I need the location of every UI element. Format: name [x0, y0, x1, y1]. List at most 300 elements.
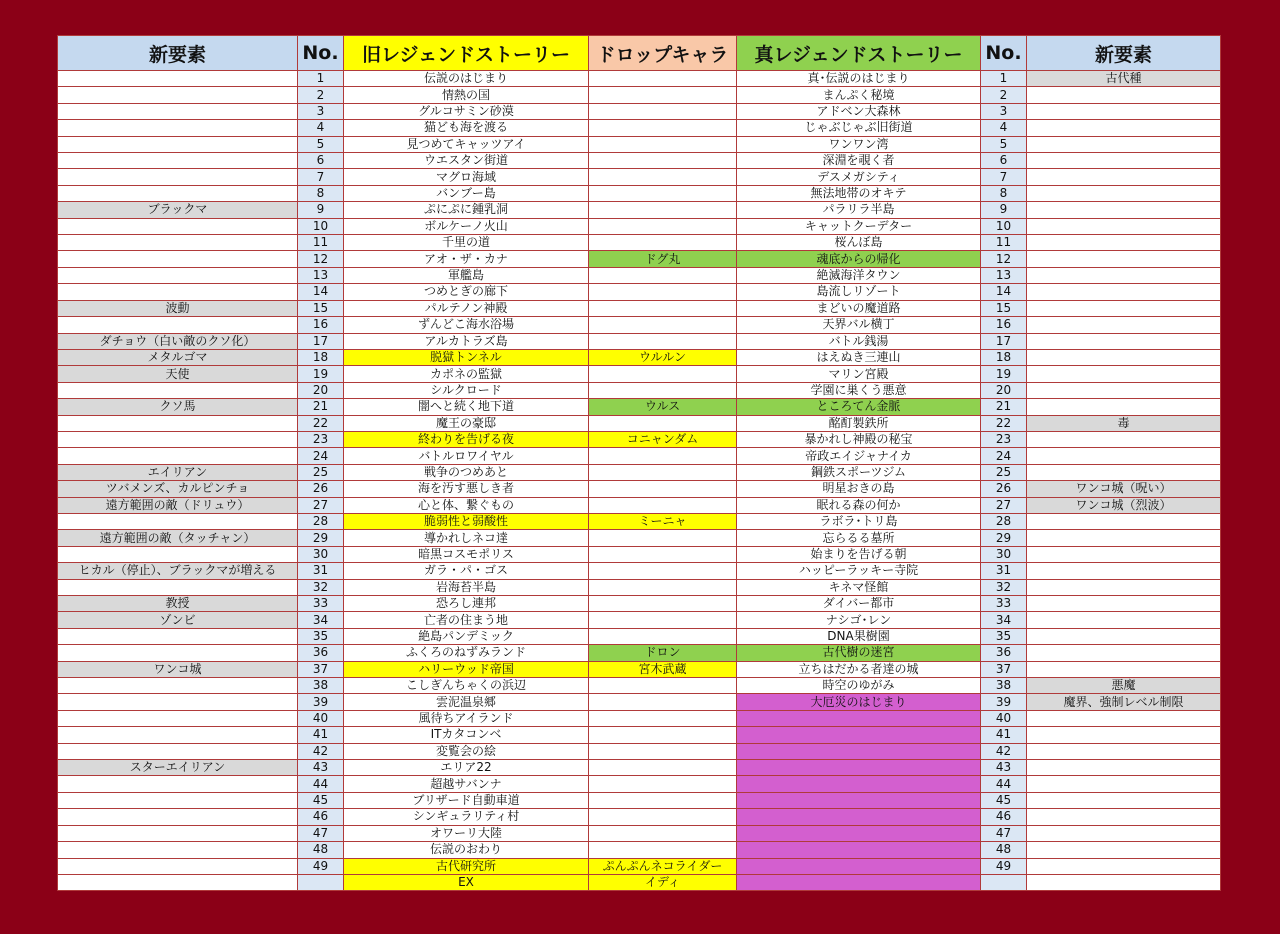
right-number-cell: 22: [981, 415, 1027, 431]
left-number-cell: 20: [298, 382, 344, 398]
left-number-cell: 48: [298, 842, 344, 858]
true-stage-cell: まんぷく秘境: [737, 87, 981, 103]
right-new-element-cell: [1027, 563, 1221, 579]
old-stage-cell: 戦争のつめあと: [344, 464, 589, 480]
right-new-element-cell: [1027, 87, 1221, 103]
left-number-cell: 19: [298, 366, 344, 382]
drop-character-cell: [589, 628, 737, 644]
left-new-element-cell: [58, 382, 298, 398]
true-stage-cell: 桜んぼ島: [737, 235, 981, 251]
true-stage-cell: 深淵を覗く者: [737, 153, 981, 169]
left-new-element-cell: [58, 120, 298, 136]
right-new-element-cell: [1027, 185, 1221, 201]
drop-character-cell: ウルス: [589, 399, 737, 415]
left-new-element-cell: [58, 185, 298, 201]
true-stage-cell: マリン宮殿: [737, 366, 981, 382]
left-number-cell: 33: [298, 596, 344, 612]
left-number-cell: 23: [298, 431, 344, 447]
true-stage-cell: ダイバー都市: [737, 596, 981, 612]
right-number-cell: 40: [981, 710, 1027, 726]
right-new-element-cell: 古代種: [1027, 71, 1221, 87]
true-stage-cell: [737, 792, 981, 808]
right-new-element-cell: [1027, 218, 1221, 234]
left-new-element-cell: ツバメンズ、カルピンチョ: [58, 481, 298, 497]
drop-character-cell: [589, 825, 737, 841]
table-row: [58, 103, 1221, 119]
right-new-element-cell: 毒: [1027, 415, 1221, 431]
right-new-element-cell: [1027, 661, 1221, 677]
true-stage-cell: [737, 710, 981, 726]
table-row: [58, 448, 1221, 464]
left-new-element-cell: [58, 513, 298, 529]
table-row: [58, 546, 1221, 562]
true-stage-cell: ナシゴ･レン: [737, 612, 981, 628]
drop-character-cell: [589, 218, 737, 234]
old-stage-cell: ぷにぷに鍾乳洞: [344, 202, 589, 218]
left-new-element-cell: ブラックマ: [58, 202, 298, 218]
drop-character-cell: ドロン: [589, 645, 737, 661]
right-number-cell: 8: [981, 185, 1027, 201]
drop-character-cell: [589, 842, 737, 858]
table-row: [58, 579, 1221, 595]
right-number-cell: 41: [981, 727, 1027, 743]
left-number-cell: 45: [298, 792, 344, 808]
table-row: [58, 530, 1221, 546]
drop-character-cell: [589, 563, 737, 579]
true-stage-cell: [737, 743, 981, 759]
right-new-element-cell: [1027, 300, 1221, 316]
right-number-cell: 44: [981, 776, 1027, 792]
right-number-cell: 43: [981, 760, 1027, 776]
table-row: [58, 300, 1221, 316]
true-stage-cell: 魂底からの帰化: [737, 251, 981, 267]
table-row: [58, 710, 1221, 726]
drop-character-cell: [589, 792, 737, 808]
drop-character-cell: [589, 694, 737, 710]
table-row: [58, 251, 1221, 267]
table-row: [58, 858, 1221, 874]
table-row: [58, 481, 1221, 497]
old-stage-cell: シンギュラリティ村: [344, 809, 589, 825]
header-new-elements-right: 新要素: [1027, 36, 1221, 71]
right-new-element-cell: [1027, 645, 1221, 661]
left-number-cell: 18: [298, 349, 344, 365]
left-new-element-cell: [58, 415, 298, 431]
left-number-cell: 16: [298, 317, 344, 333]
old-stage-cell: グルコサミン砂漠: [344, 103, 589, 119]
left-new-element-cell: [58, 546, 298, 562]
true-stage-cell: [737, 760, 981, 776]
true-stage-cell: [737, 727, 981, 743]
left-new-element-cell: [58, 448, 298, 464]
left-number-cell: 24: [298, 448, 344, 464]
right-new-element-cell: [1027, 153, 1221, 169]
right-new-element-cell: [1027, 399, 1221, 415]
table-row: [58, 267, 1221, 283]
right-number-cell: 32: [981, 579, 1027, 595]
old-stage-cell: ずんどこ海水浴場: [344, 317, 589, 333]
true-stage-cell: バトル銭湯: [737, 333, 981, 349]
drop-character-cell: [589, 267, 737, 283]
old-stage-cell: ガラ・パ・ゴス: [344, 563, 589, 579]
old-stage-cell: ふくろのねずみランド: [344, 645, 589, 661]
true-stage-cell: [737, 825, 981, 841]
table-row: [58, 612, 1221, 628]
left-number-cell: 42: [298, 743, 344, 759]
right-new-element-cell: [1027, 858, 1221, 874]
left-number-cell: 30: [298, 546, 344, 562]
right-new-element-cell: [1027, 267, 1221, 283]
right-new-element-cell: [1027, 431, 1221, 447]
left-new-element-cell: [58, 431, 298, 447]
left-number-cell: 6: [298, 153, 344, 169]
right-number-cell: 37: [981, 661, 1027, 677]
left-new-element-cell: [58, 792, 298, 808]
right-new-element-cell: [1027, 612, 1221, 628]
drop-character-cell: [589, 415, 737, 431]
left-new-element-cell: [58, 776, 298, 792]
drop-character-cell: [589, 497, 737, 513]
table-row: [58, 218, 1221, 234]
old-stage-cell: 脆弱性と弱酸性: [344, 513, 589, 529]
left-number-cell: 5: [298, 136, 344, 152]
right-number-cell: 7: [981, 169, 1027, 185]
left-number-cell: 40: [298, 710, 344, 726]
right-new-element-cell: [1027, 333, 1221, 349]
right-new-element-cell: [1027, 448, 1221, 464]
drop-character-cell: [589, 284, 737, 300]
drop-character-cell: [589, 317, 737, 333]
drop-character-cell: [589, 185, 737, 201]
left-number-cell: 7: [298, 169, 344, 185]
drop-character-cell: [589, 103, 737, 119]
drop-character-cell: [589, 87, 737, 103]
old-stage-cell: カポネの監獄: [344, 366, 589, 382]
old-stage-cell: エリア22: [344, 760, 589, 776]
drop-character-cell: [589, 366, 737, 382]
left-new-element-cell: [58, 727, 298, 743]
drop-character-cell: [589, 710, 737, 726]
table-row: [58, 136, 1221, 152]
left-number-cell: 1: [298, 71, 344, 87]
true-stage-cell: アドベン大森林: [737, 103, 981, 119]
left-number-cell: 34: [298, 612, 344, 628]
left-new-element-cell: [58, 103, 298, 119]
left-number-cell: 31: [298, 563, 344, 579]
true-stage-cell: キネマ怪館: [737, 579, 981, 595]
left-number-cell: 22: [298, 415, 344, 431]
true-stage-cell: 忘らるる墓所: [737, 530, 981, 546]
left-number-cell: 25: [298, 464, 344, 480]
drop-character-cell: [589, 530, 737, 546]
left-number-cell: [298, 874, 344, 890]
right-number-cell: 11: [981, 235, 1027, 251]
table-row: [58, 431, 1221, 447]
right-number-cell: 6: [981, 153, 1027, 169]
left-new-element-cell: [58, 710, 298, 726]
right-number-cell: 23: [981, 431, 1027, 447]
old-stage-cell: ボルケーノ火山: [344, 218, 589, 234]
right-number-cell: 34: [981, 612, 1027, 628]
right-new-element-cell: [1027, 743, 1221, 759]
right-new-element-cell: [1027, 776, 1221, 792]
drop-character-cell: [589, 300, 737, 316]
left-number-cell: 15: [298, 300, 344, 316]
table-row: [58, 120, 1221, 136]
old-stage-cell: 見つめてキャッツアイ: [344, 136, 589, 152]
right-number-cell: 46: [981, 809, 1027, 825]
right-new-element-cell: ワンコ城（烈波）: [1027, 497, 1221, 513]
left-new-element-cell: [58, 317, 298, 333]
drop-character-cell: [589, 612, 737, 628]
drop-character-cell: [589, 579, 737, 595]
right-new-element-cell: [1027, 366, 1221, 382]
header-true-legend-story: 真レジェンドストーリー: [737, 36, 981, 71]
true-stage-cell: [737, 776, 981, 792]
left-number-cell: 38: [298, 678, 344, 694]
right-number-cell: 10: [981, 218, 1027, 234]
true-stage-cell: 絶滅海洋タウン: [737, 267, 981, 283]
right-number-cell: 18: [981, 349, 1027, 365]
right-number-cell: 20: [981, 382, 1027, 398]
header-row: [58, 36, 1221, 71]
right-number-cell: 35: [981, 628, 1027, 644]
true-stage-cell: 真･伝説のはじまり: [737, 71, 981, 87]
true-stage-cell: [737, 842, 981, 858]
left-number-cell: 11: [298, 235, 344, 251]
right-new-element-cell: 悪魔: [1027, 678, 1221, 694]
true-stage-cell: [737, 858, 981, 874]
left-new-element-cell: [58, 743, 298, 759]
right-new-element-cell: [1027, 842, 1221, 858]
true-stage-cell: 無法地帯のオキテ: [737, 185, 981, 201]
right-new-element-cell: [1027, 382, 1221, 398]
right-new-element-cell: [1027, 251, 1221, 267]
left-number-cell: 2: [298, 87, 344, 103]
left-new-element-cell: [58, 284, 298, 300]
right-number-cell: 16: [981, 317, 1027, 333]
left-number-cell: 35: [298, 628, 344, 644]
left-number-cell: 36: [298, 645, 344, 661]
left-number-cell: 29: [298, 530, 344, 546]
old-stage-cell: 雲泥温泉郷: [344, 694, 589, 710]
left-new-element-cell: ゾンビ: [58, 612, 298, 628]
drop-character-cell: [589, 235, 737, 251]
right-new-element-cell: 魔界、強制レベル制限: [1027, 694, 1221, 710]
left-number-cell: 32: [298, 579, 344, 595]
old-stage-cell: 絶島パンデミック: [344, 628, 589, 644]
left-new-element-cell: エイリアン: [58, 464, 298, 480]
right-new-element-cell: [1027, 349, 1221, 365]
right-new-element-cell: [1027, 710, 1221, 726]
old-stage-cell: EX: [344, 874, 589, 890]
left-number-cell: 27: [298, 497, 344, 513]
left-number-cell: 14: [298, 284, 344, 300]
left-new-element-cell: [58, 579, 298, 595]
table-row: [58, 366, 1221, 382]
left-number-cell: 10: [298, 218, 344, 234]
left-number-cell: 26: [298, 481, 344, 497]
drop-character-cell: [589, 169, 737, 185]
right-number-cell: 49: [981, 858, 1027, 874]
right-number-cell: 5: [981, 136, 1027, 152]
old-stage-cell: 猫ども海を渡る: [344, 120, 589, 136]
true-stage-cell: 鋼鉄スポーツジム: [737, 464, 981, 480]
old-stage-cell: ITカタコンベ: [344, 727, 589, 743]
table-row: [58, 645, 1221, 661]
right-number-cell: 25: [981, 464, 1027, 480]
true-stage-cell: キャットクーデター: [737, 218, 981, 234]
true-stage-cell: はえぬき三連山: [737, 349, 981, 365]
table-row: [58, 743, 1221, 759]
drop-character-cell: ウルルン: [589, 349, 737, 365]
left-new-element-cell: [58, 678, 298, 694]
left-number-cell: 46: [298, 809, 344, 825]
left-number-cell: 43: [298, 760, 344, 776]
drop-character-cell: イディ: [589, 874, 737, 890]
table-row: [58, 678, 1221, 694]
old-stage-cell: 暗黒コスモポリス: [344, 546, 589, 562]
true-stage-cell: 帝政エイジャナイカ: [737, 448, 981, 464]
table-row: [58, 727, 1221, 743]
left-new-element-cell: [58, 842, 298, 858]
right-number-cell: 42: [981, 743, 1027, 759]
drop-character-cell: [589, 153, 737, 169]
left-number-cell: 8: [298, 185, 344, 201]
table-row: [58, 563, 1221, 579]
old-stage-cell: アオ・ザ・カナ: [344, 251, 589, 267]
right-new-element-cell: [1027, 727, 1221, 743]
right-number-cell: 47: [981, 825, 1027, 841]
right-new-element-cell: [1027, 169, 1221, 185]
left-new-element-cell: [58, 169, 298, 185]
old-stage-cell: 情熱の国: [344, 87, 589, 103]
drop-character-cell: [589, 809, 737, 825]
right-number-cell: 29: [981, 530, 1027, 546]
left-number-cell: 47: [298, 825, 344, 841]
header-no-right: No.: [981, 36, 1027, 71]
right-number-cell: 21: [981, 399, 1027, 415]
left-new-element-cell: 遠方範囲の敵（タッチャン）: [58, 530, 298, 546]
old-stage-cell: ウエスタン街道: [344, 153, 589, 169]
right-new-element-cell: [1027, 317, 1221, 333]
old-stage-cell: 千里の道: [344, 235, 589, 251]
left-new-element-cell: ダチョウ（白い敵のクソ化）: [58, 333, 298, 349]
old-stage-cell: つめとぎの廊下: [344, 284, 589, 300]
true-stage-cell: デスメガシティ: [737, 169, 981, 185]
drop-character-cell: [589, 743, 737, 759]
true-stage-cell: 古代樹の迷宮: [737, 645, 981, 661]
right-new-element-cell: [1027, 284, 1221, 300]
table-row: [58, 825, 1221, 841]
left-new-element-cell: [58, 645, 298, 661]
left-number-cell: 17: [298, 333, 344, 349]
right-number-cell: 31: [981, 563, 1027, 579]
left-new-element-cell: [58, 251, 298, 267]
old-stage-cell: 恐ろし連邦: [344, 596, 589, 612]
old-stage-cell: 亡者の住まう地: [344, 612, 589, 628]
header-drop-character: ドロップキャラ: [589, 36, 737, 71]
right-new-element-cell: [1027, 874, 1221, 890]
table-row: [58, 596, 1221, 612]
true-stage-cell: ところてん金脈: [737, 399, 981, 415]
right-number-cell: 12: [981, 251, 1027, 267]
drop-character-cell: ドグ丸: [589, 251, 737, 267]
left-number-cell: 37: [298, 661, 344, 677]
header-new-elements-left: 新要素: [58, 36, 298, 71]
drop-character-cell: [589, 481, 737, 497]
table-row: [58, 628, 1221, 644]
right-new-element-cell: [1027, 809, 1221, 825]
left-number-cell: 9: [298, 202, 344, 218]
drop-character-cell: ミーニャ: [589, 513, 737, 529]
old-stage-cell: 魔王の豪邸: [344, 415, 589, 431]
right-new-element-cell: [1027, 546, 1221, 562]
table-row: [58, 513, 1221, 529]
right-new-element-cell: [1027, 235, 1221, 251]
old-stage-cell: 風待ちアイランド: [344, 710, 589, 726]
left-new-element-cell: [58, 809, 298, 825]
drop-character-cell: [589, 120, 737, 136]
left-number-cell: 3: [298, 103, 344, 119]
left-new-element-cell: [58, 235, 298, 251]
right-number-cell: 45: [981, 792, 1027, 808]
old-stage-cell: 伝説のおわり: [344, 842, 589, 858]
table-row: [58, 776, 1221, 792]
left-number-cell: 39: [298, 694, 344, 710]
right-number-cell: 17: [981, 333, 1027, 349]
drop-character-cell: コニャンダム: [589, 431, 737, 447]
left-new-element-cell: 遠方範囲の敵（ドリュウ）: [58, 497, 298, 513]
header-no-left: No.: [298, 36, 344, 71]
table-row: [58, 71, 1221, 87]
table-row: [58, 235, 1221, 251]
old-stage-cell: アルカトラズ島: [344, 333, 589, 349]
table-row: [58, 399, 1221, 415]
table-row: [58, 185, 1221, 201]
drop-character-cell: [589, 727, 737, 743]
right-number-cell: 48: [981, 842, 1027, 858]
right-number-cell: 15: [981, 300, 1027, 316]
right-number-cell: 36: [981, 645, 1027, 661]
table-row: [58, 169, 1221, 185]
table-row: [58, 153, 1221, 169]
table-row: [58, 349, 1221, 365]
table-row: [58, 874, 1221, 890]
right-number-cell: 27: [981, 497, 1027, 513]
drop-character-cell: 宮木武蔵: [589, 661, 737, 677]
true-stage-cell: ワンワン湾: [737, 136, 981, 152]
left-new-element-cell: スターエイリアン: [58, 760, 298, 776]
drop-character-cell: [589, 546, 737, 562]
old-stage-cell: 心と体、繋ぐもの: [344, 497, 589, 513]
left-number-cell: 28: [298, 513, 344, 529]
legend-story-table: [57, 35, 1221, 891]
right-new-element-cell: [1027, 513, 1221, 529]
left-new-element-cell: ヒカル（停止）、ブラックマが増える: [58, 563, 298, 579]
right-new-element-cell: [1027, 103, 1221, 119]
table-row: [58, 661, 1221, 677]
true-stage-cell: パラリラ半島: [737, 202, 981, 218]
old-stage-cell: 岩海苔半島: [344, 579, 589, 595]
left-new-element-cell: [58, 71, 298, 87]
left-number-cell: 49: [298, 858, 344, 874]
old-stage-cell: ブリザード自動車道: [344, 792, 589, 808]
left-new-element-cell: [58, 825, 298, 841]
right-number-cell: 4: [981, 120, 1027, 136]
old-stage-cell: 海を汚す悪しき者: [344, 481, 589, 497]
left-new-element-cell: [58, 153, 298, 169]
